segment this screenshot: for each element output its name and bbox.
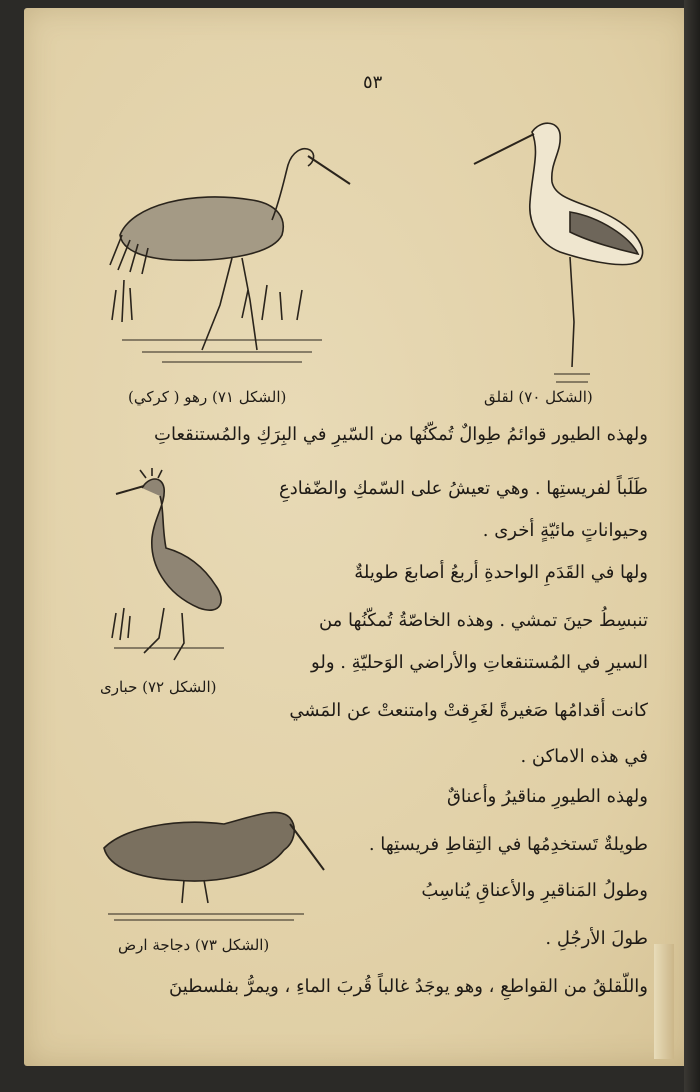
text-line-10: طويلةٌ تَستخدِمُها في التِقاطِ فريستِها . [368, 834, 648, 855]
bustard-illustration [104, 468, 234, 668]
page-edge [684, 0, 700, 1092]
figure-70-caption: (الشكل ٧٠) لقلق [484, 388, 593, 406]
text-line-4: ولها في القَدَمِ الواحدةِ أربعُ أصابعَ طويلةٌ [354, 562, 648, 583]
page-corner-curl [654, 944, 674, 1059]
text-line-11: وطولُ المَناقيرِ والأعناقِ يُناسِبُ [421, 880, 648, 901]
text-line-13: واللّقلقُ من القواطعِ ، وهو يوجَدُ غالباً قُربَ الماءِ ، ويمرُّ بفلسطينَ [169, 976, 648, 997]
stork-illustration [470, 112, 652, 387]
figure-73-caption: (الشكل ٧٣) دجاجة ارض [118, 936, 270, 954]
text-line-3: وحيواناتٍ مائيّةٍ أخرى . [482, 520, 648, 541]
woodcock-illustration [94, 788, 326, 930]
crane-illustration [102, 140, 354, 380]
figure-72-caption: (الشكل ٧٢) حبارى [100, 678, 217, 696]
text-line-9: ولهذه الطيورِ مناقيرُ وأعناقٌ [446, 786, 648, 807]
text-line-5: تنبسِطُ حينَ تمشي . وهذه الخاصّةُ تُمكّنُها من [318, 610, 648, 631]
text-line-7: كانت أقدامُها صَغيرةً لغَرِقتْ وامتنعتْ عن المَشي [289, 700, 648, 721]
text-line-12: طولَ الأرجُلِ . [545, 928, 648, 949]
text-line-8: في هذه الاماكن . [520, 746, 648, 767]
text-line-6: السيرِ في المُستنقعاتِ والأراضي الوَحليّةِ . ولو [311, 652, 648, 673]
figure-71-caption: (الشكل ٧١) رهو ( كركي) [128, 388, 287, 406]
page-number: ٥٣ [363, 72, 383, 93]
text-line-1: ولهذه الطيور قوائمُ طِوالٌ تُمكّنُها من السّيرِ في البِرَكِ والمُستنقعاتِ [154, 424, 648, 445]
text-line-2: طَلَباً لفريستِها . وهي تعيشُ على السّمكِ والضّفادعِ [279, 478, 648, 499]
